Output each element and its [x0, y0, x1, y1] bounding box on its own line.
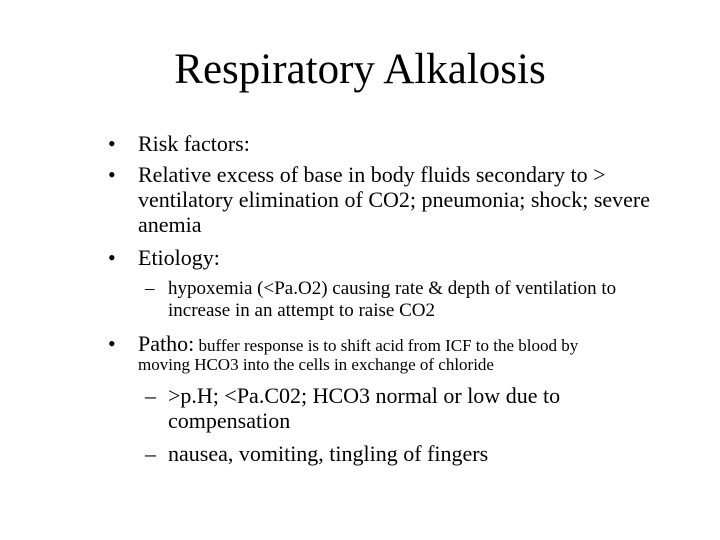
sub-bullet-text: >p.H; <Pa.C02; HCO3 normal or low due to compensation [168, 383, 561, 433]
bullet-text: Etiology: [138, 245, 220, 270]
bullet-marker: • [108, 131, 116, 156]
bullet-marker: • [108, 162, 116, 187]
bullet-text: Relative excess of base in body fluids secondary to > ventilatory elimination of CO2; pneumonia; shock; severe anemia [138, 162, 650, 237]
bullet-marker: • [108, 331, 116, 356]
bullet-etiology [108, 245, 668, 270]
slide-title: Respiratory Alkalosis [174, 46, 546, 93]
sub-bullet-text: hypoxemia (<Pa.O2) causing rate & depth of ventilation to increase in an attempt to raise CO2 [168, 278, 617, 321]
sub-bullet-text: nausea, vomiting, tingling of fingers [168, 441, 489, 466]
bullet-relative-excess [108, 162, 668, 237]
dash-marker: – [145, 383, 156, 408]
patho-text-line2: moving HCO3 into the cells in exchange of chloride [138, 355, 494, 374]
patho-label: Patho: [138, 331, 195, 356]
bullet-patho [108, 331, 668, 358]
patho-text-line1: buffer response is to shift acid from ICF to the blood by [194, 336, 579, 355]
sub-bullet-hypoxemia [145, 278, 675, 322]
dash-marker: – [145, 441, 156, 466]
bullet-marker: • [108, 245, 116, 270]
bullet-risk-factors [108, 131, 668, 156]
dash-marker: – [145, 278, 155, 299]
sub-bullet-ph [145, 383, 675, 433]
sub-bullet-nausea [145, 441, 675, 466]
bullet-text: Risk factors: [138, 131, 250, 156]
